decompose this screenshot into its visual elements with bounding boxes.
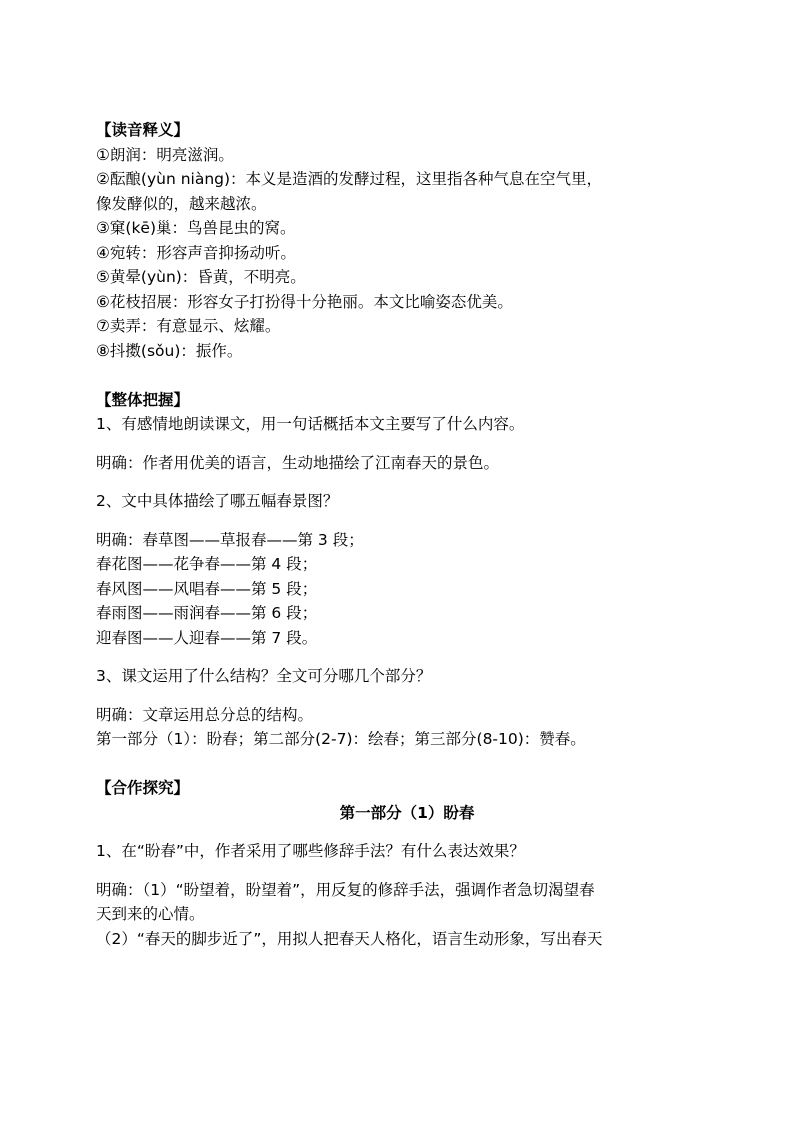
gloss-item: ③窠(kē)巢：鸟兽昆虫的窝。 <box>96 219 296 237</box>
section-title-overview: 【整体把握】 <box>96 390 190 409</box>
answer-2-line: 迎春图——人迎春——第 7 段。 <box>96 628 318 647</box>
answer-2-line: 春花图——花争春——第 4 段； <box>96 555 318 573</box>
gloss-item: ⑦卖弄：有意显示、炫耀。 <box>96 317 281 335</box>
answer-rhetoric-line: （2）“春天的脚步近了”，用拟人把春天人格化，语言生动形象，写出春天 <box>96 929 603 948</box>
section-title-exploration: 【合作探究】 <box>96 779 190 797</box>
answer-2-line: 春雨图——雨润春——第 6 段； <box>96 604 318 622</box>
answer-1: 明确：作者用优美的语言，生动地描绘了江南春天的景色。 <box>96 453 500 472</box>
document-page <box>96 118 718 951</box>
answer-2-line: 春风图——风唱春——第 5 段； <box>96 579 318 598</box>
section-title-pronunciation: 【读音释义】 <box>96 121 190 139</box>
gloss-item: ⑥花枝招展：形容女子打扮得十分艳丽。本文比喻姿态优美。 <box>96 292 513 311</box>
question-1: 1、有感情地朗读课文，用一句话概括本文主要写了什么内容。 <box>96 415 525 433</box>
gloss-item: 像发酵似的，越来越浓。 <box>96 194 267 213</box>
answer-rhetoric-line: 天到来的心情。 <box>96 905 205 923</box>
gloss-item: ④宛转：形容声音抑扬动听。 <box>96 243 296 262</box>
gloss-item: ⑤黄晕(yùn)：昏黄，不明亮。 <box>96 268 306 286</box>
answer-2-line: 明确：春草图——草报春——第 3 段； <box>96 530 364 549</box>
question-2: 2、文中具体描绘了哪五幅春景图？ <box>96 492 339 510</box>
gloss-item: ②酝酿(yùn niàng)：本义是造酒的发酵过程，这里指各种气息在空气里， <box>96 170 603 188</box>
answer-rhetoric-line: 明确：（1）“盼望着，盼望着”，用反复的修辞手法，强调作者急切渴望春 <box>96 880 595 899</box>
part-subtitle: 第一部分（1）盼春 <box>339 803 475 822</box>
question-rhetoric: 1、在“盼春”中，作者采用了哪些修辞手法？有什么表达效果？ <box>96 842 525 860</box>
answer-3-line: 第一部分（1）：盼春；第二部分(2-7)：绘春；第三部分(8-10)：赞春。 <box>96 730 586 748</box>
gloss-item: ⑧抖擞(sǒu)：振作。 <box>96 341 243 360</box>
gloss-item: ①朗润：明亮滋润。 <box>96 145 234 164</box>
question-3: 3、课文运用了什么结构？全文可分哪几个部分？ <box>96 667 432 685</box>
answer-3-line: 明确：文章运用总分总的结构。 <box>96 705 314 724</box>
